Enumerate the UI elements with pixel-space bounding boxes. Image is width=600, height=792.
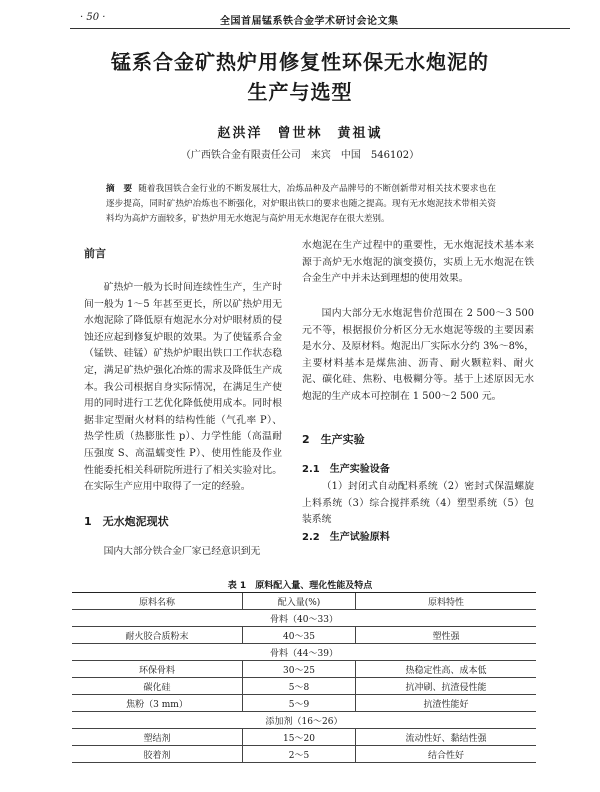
group-label: 添加剂（16～26）: [72, 712, 536, 729]
table-header-row: [72, 593, 536, 610]
section-2-heading: 2 生产实验: [302, 433, 365, 446]
material-amount: 2～5: [243, 746, 356, 763]
page-number: · 50 ·: [80, 12, 106, 23]
header-property: 原料特性: [356, 593, 537, 610]
header-rule: [70, 28, 570, 29]
abstract-text: 随着我国铁合金行业的不断发展壮大，冶炼品种及产品牌号的不断创新带对相关技术要求也在逐步提高，同时矿热炉冶炼也不断强化，对炉眼出铁口的要求也随之提高。现有无水炮泥技术带相关资料均为高炉方面较多，矿热炉用无水炮泥与高炉用无水炮泥存在很大差别。: [106, 184, 496, 224]
right-para-2-text: 国内大部分无水炮泥售价范围在 2 500～3 500 元不等，根据报价分析区分无水炮泥等级的主要因素是水分、及原材料。炮泥出厂实际水分约 3%～8%，主要材料基本是煤焦油、沥青、耐火颗粒料、耐火泥、碳化硅、焦粉、电极糊分等。基于上述原因无水炮泥的生产成本可控制在 1 500～2 500 元。: [302, 308, 534, 402]
material-name: 环保骨料: [72, 661, 243, 678]
subsection-2-2-heading: 2.2 生产试验原料: [302, 532, 390, 543]
material-amount: 5～9: [243, 695, 356, 712]
authors: 赵洪洋 曾世林 黄祖诚: [217, 126, 383, 141]
table-caption: 表 1 原料配入量、理化性能及特点: [227, 581, 373, 591]
material-property: 抗冲刷、抗渣侵性能: [356, 678, 537, 695]
material-property: 塑性强: [356, 627, 537, 644]
table-row: [72, 729, 536, 746]
right-para-1-text: 水炮泥在生产过程中的重要性，无水炮泥技术基本来源于高炉无水炮泥的演变摸仿，实质上无水炮泥在铁合金生产中并未达到理想的使用效果。: [302, 240, 534, 285]
material-name: 胶着剂: [72, 746, 243, 763]
material-property: 热稳定性高、成本低: [356, 661, 537, 678]
table-group-row: [72, 610, 536, 627]
header-amount: 配入量(%): [243, 593, 356, 610]
intro-heading: 前言: [84, 247, 106, 260]
abstract-label: 摘 要: [106, 184, 133, 194]
material-property: 结合性好: [356, 746, 537, 763]
subsection-2-1-text: [302, 479, 534, 529]
table-row: [72, 695, 536, 712]
right-para-1: [302, 238, 534, 288]
subsection-2-1-heading: 2.1 生产实验设备: [302, 464, 390, 475]
paper-title-line-1: 锰系合金矿热炉用修复性环保无水炮泥的: [111, 50, 489, 74]
material-amount: 15～20: [243, 729, 356, 746]
materials-table: [72, 592, 536, 763]
section-1-heading: 1 无水炮泥现状: [84, 515, 169, 528]
section-1-paragraph: [84, 544, 282, 561]
section-1-text: 国内大部分铁合金厂家已经意识到无: [103, 546, 261, 557]
intro-paragraph: [84, 280, 282, 496]
material-name: 焦粉（3 mm）: [72, 695, 243, 712]
material-property: 抗渣性能好: [356, 695, 537, 712]
material-name: 塑结剂: [72, 729, 243, 746]
material-amount: 40～35: [243, 627, 356, 644]
material-property: 流动性好、黏结性强: [356, 729, 537, 746]
group-label: 骨料（44～39）: [72, 644, 536, 661]
header-material-name: 原料名称: [72, 593, 243, 610]
material-amount: 5～8: [243, 678, 356, 695]
table-group-row: [72, 712, 536, 729]
abstract: [106, 182, 496, 227]
group-label: 骨料（40～33）: [72, 610, 536, 627]
table-row: [72, 661, 536, 678]
table-row: [72, 627, 536, 644]
equipment-list: （1）封闭式自动配料系统（2）密封式保温螺旋上料系统（3）综合搅拌系统（4）塑型系统（5）包装系统: [302, 481, 534, 526]
table-row: [72, 678, 536, 695]
intro-text: 矿热炉一般为长时间连续性生产，生产时间一般为 1～5 年甚至更长，所以矿热炉用无水炮泥除了降低原有炮泥水分对炉眼材质的侵蚀还应起到修复炉眼的效果。为了使锰系合金（锰铁、硅锰）矿热炉炉眼出铁口工作状态稳定，满足矿热炉强化冶炼的需求及降低生产成本。我公司根据自身实际情况，在满足生产使用的同时进行工艺优化降低使用成本。同时根据非定型耐火材料的结构性能（气孔率 P）、热学性质（热膨胀性 p）、力学性能（高温耐压强度 S、高温蠕变性 P）、使用性能及作业性能委托相关科研院所进行了相关实验对比。在实际生产应用中取得了一定的经验。: [84, 282, 282, 493]
table-group-row: [72, 644, 536, 661]
material-name: 耐火胶合质粉末: [72, 627, 243, 644]
material-name: 碳化硅: [72, 678, 243, 695]
table-row: [72, 746, 536, 763]
journal-title: 全国首届锰系铁合金学术研讨会论文集: [220, 16, 399, 27]
right-para-2: [302, 306, 534, 406]
paper-title-line-2: 生产与选型: [247, 80, 353, 104]
material-amount: 30～25: [243, 661, 356, 678]
affiliation: （广西铁合金有限责任公司 来宾 中国 546102）: [180, 150, 420, 161]
